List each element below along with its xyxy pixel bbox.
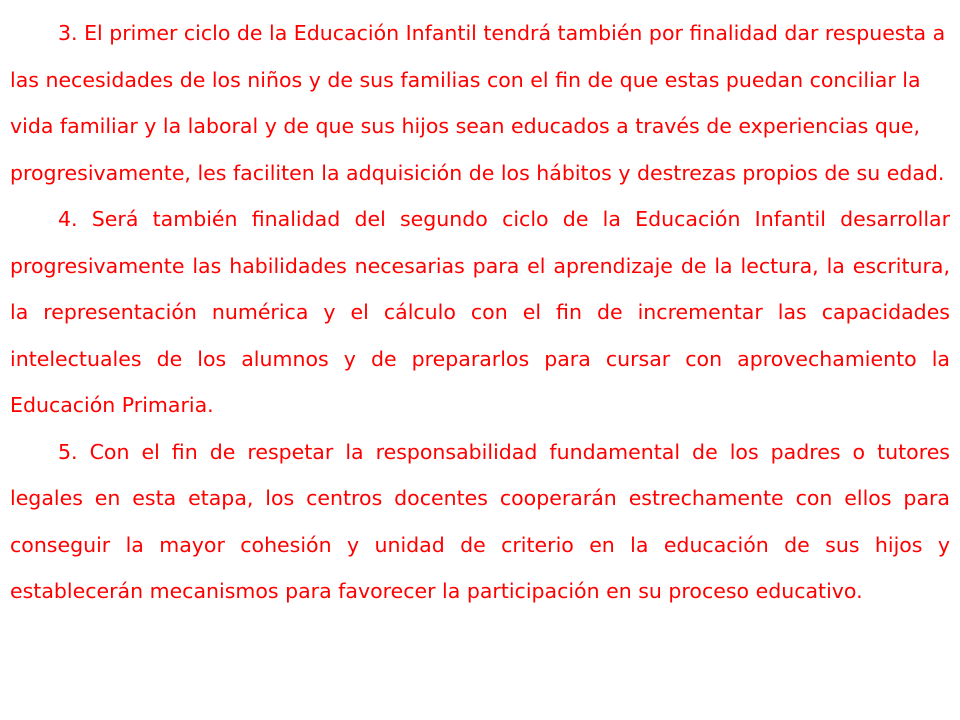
document-page	[10, 10, 950, 710]
paragraph-3-primer-ciclo: 3. El primer ciclo de la Educación Infantil tendrá también por finalidad dar respuesta a las necesidades de los niños y de sus familias con el fin de que estas puedan conciliar la vida familiar y la laboral y de que sus hijos sean educados a través de experiencias que, progresivamente, les faciliten la adquisición de los hábitos y destrezas propios de su edad.	[10, 21, 946, 185]
paragraph-4-segundo-ciclo: 4. Será también finalidad del segundo ciclo de la Educación Infantil desarrollar progresivamente las habilidades necesarias para el aprendizaje de la lectura, la escritura, la representación numérica y el cálculo con el fin de incrementar las capacidades intelectuales de los alumnos y de prepararlos para cursar con aprovechamiento la Educación Primaria.	[10, 207, 950, 417]
paragraph-5-responsabilidad-padres: 5. Con el fin de respetar la responsabilidad fundamental de los padres o tutores legales en esta etapa, los centros docentes cooperarán estrechamente con ellos para conseguir la mayor cohesión y unidad de criterio en la educación de sus hijos y establecerán mecanismos para favorecer la participación en su proceso educativo.	[10, 439, 950, 603]
